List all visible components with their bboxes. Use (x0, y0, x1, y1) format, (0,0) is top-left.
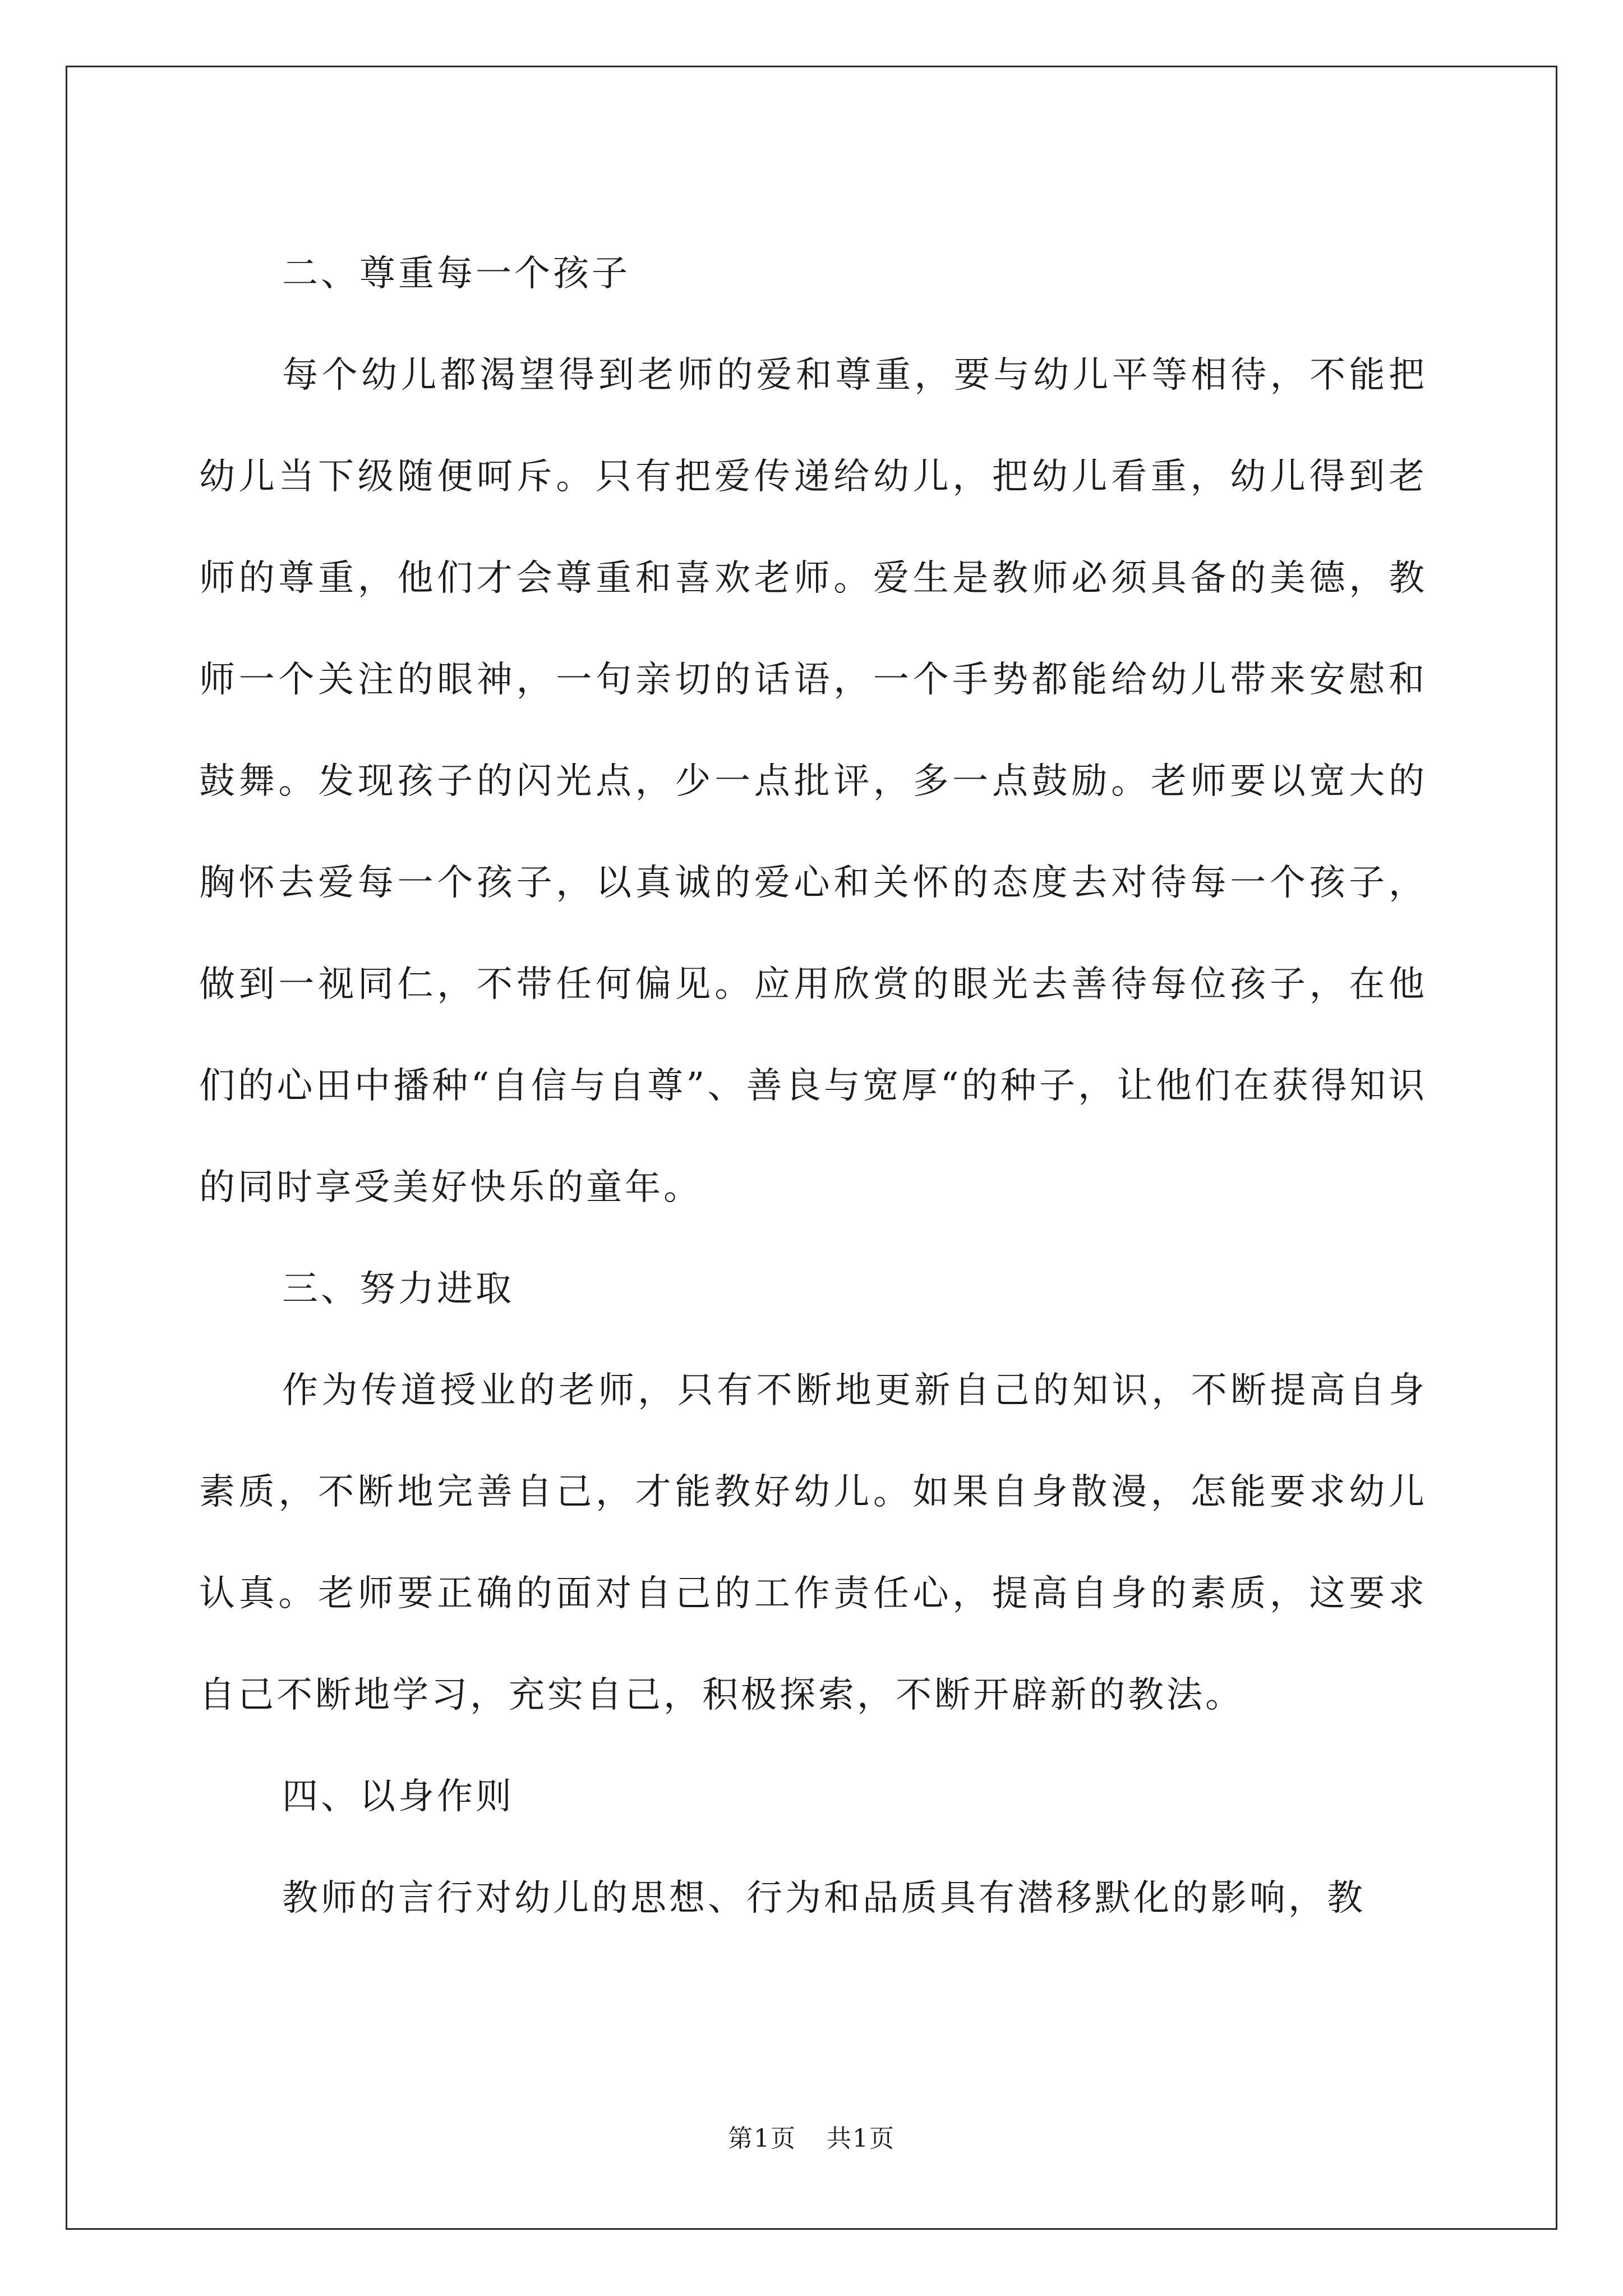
section-heading-progress: 三、努力进取 (282, 1268, 514, 1310)
page-footer (0, 2118, 1623, 2154)
document-body (199, 223, 1427, 1949)
section-paragraph-progress: 作为传道授业的老师，只有不断地更新自己的知识，不断提高自身素质，不断地完善自己，才能教好幼儿。如果自身散漫，怎能要求幼儿认真。老师要正确的面对自己的工作责任心，提高自身的素质，这要求自己不断地学习，充实自己，积极探索，不断开辟新的教法。 (199, 1370, 1427, 1716)
section-paragraph-example: 教师的言行对幼儿的思想、行为和品质具有潜移默化的影响，教 (282, 1878, 1366, 1919)
section-heading-example: 四、以身作则 (282, 1776, 514, 1818)
page-number: 第1页 (728, 2124, 796, 2153)
section-paragraph-respect: 每个幼儿都渴望得到老师的爱和尊重，要与幼儿平等相待，不能把幼儿当下级随便呵斥。只有把爱传递给幼儿，把幼儿看重，幼儿得到老师的尊重，他们才会尊重和喜欢老师。爱生是教师必须具备的美德，教师一个关注的眼神，一句亲切的话语，一个手势都能给幼儿带来安慰和鼓舞。发现孩子的闪光点，少一点批评，多一点鼓励。老师要以宽大的胸怀去爱每一个孩子，以真诚的爱心和关怀的态度去对待每一个孩子，做到一视同仁，不带任何偏见。应用欣赏的眼光去善待每位孩子，在他们的心田中播种“自信与自尊”、善良与宽厚“的种子，让他们在获得知识的同时享受美好快乐的童年。 (199, 355, 1427, 1208)
page-total: 共1页 (827, 2124, 895, 2153)
section-heading-respect: 二、尊重每一个孩子 (282, 253, 630, 295)
